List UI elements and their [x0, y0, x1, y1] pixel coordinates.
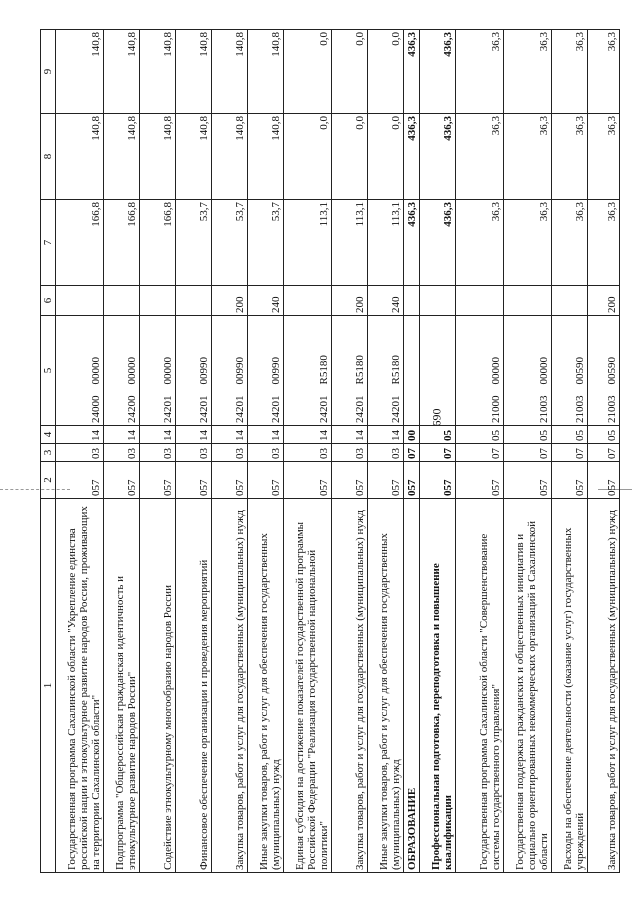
ministry-code-cell: 057	[404, 462, 420, 499]
amount-year3-cell: 436,3	[404, 30, 420, 114]
target-article-cell	[284, 316, 332, 426]
amount-year1-cell: 113,1	[284, 200, 332, 286]
subsection-code-cell: 14	[248, 426, 284, 444]
row-name-cell: Финансовое обеспечение организации и проведения мероприятий	[176, 499, 212, 873]
target-article-cell	[420, 316, 456, 426]
subsection-code-cell: 14	[176, 426, 212, 444]
target-article-direction-part: 00590	[606, 357, 618, 385]
amount-year2-cell: 36,3	[552, 114, 588, 200]
ministry-code-cell: 057	[456, 462, 504, 499]
header-cell: 2	[41, 462, 56, 499]
row-name-cell: Государственная поддержка гражданских и общественных инициатив и социально ориентированных некоммерческих организаций в Сахалинской области	[504, 499, 552, 873]
rotated-table-container	[40, 30, 618, 873]
target-article-cell	[504, 316, 552, 426]
ministry-code-cell: 057	[140, 462, 176, 499]
amount-year1-cell: 36,3	[456, 200, 504, 286]
table-row	[248, 30, 284, 873]
amount-year2-cell: 36,3	[588, 114, 620, 200]
amount-year2-cell: 140,8	[140, 114, 176, 200]
amount-year2-cell: 436,3	[420, 114, 456, 200]
row-name-cell: Профессиональная подготовка, переподготовка и повышение квалификации	[420, 499, 456, 873]
amount-year3-cell: 36,3	[588, 30, 620, 114]
amount-year2-cell: 436,3	[404, 114, 420, 200]
table-row	[284, 30, 332, 873]
subsection-code-cell: 14	[284, 426, 332, 444]
amount-year3-cell: 140,8	[212, 30, 248, 114]
expense-type-cell: 200	[588, 286, 620, 316]
table-row	[552, 30, 588, 873]
amount-year1-cell: 113,1	[332, 200, 368, 286]
section-code-cell: 03	[212, 444, 248, 462]
amount-year2-cell: 140,8	[176, 114, 212, 200]
row-name-cell: Расходы на обеспечение деятельности (оказание услуг) государственных учреждений	[552, 499, 588, 873]
expense-type-cell	[552, 286, 588, 316]
expense-type-cell: 200	[332, 286, 368, 316]
amount-year1-cell: 36,3	[504, 200, 552, 286]
expense-type-cell	[456, 286, 504, 316]
amount-year3-cell: 36,3	[504, 30, 552, 114]
target-article-direction-part: R5180	[354, 355, 366, 385]
subsection-code-cell: 14	[140, 426, 176, 444]
subsection-code-cell: 14	[368, 426, 404, 444]
target-article-cell	[248, 316, 284, 426]
amount-year2-cell: 140,8	[56, 114, 104, 200]
table-row	[104, 30, 140, 873]
amount-year2-cell: 0,0	[368, 114, 404, 200]
amount-year2-cell: 36,3	[504, 114, 552, 200]
section-code-cell: 07	[404, 444, 420, 462]
target-article-direction-part: 00990	[234, 357, 246, 385]
target-article-program-part: 24201	[390, 395, 402, 423]
header-cell: 5	[41, 316, 56, 426]
ministry-code-cell: 057	[504, 462, 552, 499]
table-row	[56, 30, 104, 873]
subsection-code-cell: 05	[456, 426, 504, 444]
target-article-cell	[56, 316, 104, 426]
target-article-direction-part: 00990	[270, 357, 282, 385]
row-name-cell: Иные закупки товаров, работ и услуг для обеспечения государственных (муниципальных) нужд	[368, 499, 404, 873]
amount-year3-cell: 0,0	[332, 30, 368, 114]
row-name-cell: Закупка товаров, работ и услуг для государственных (муниципальных) нужд	[332, 499, 368, 873]
amount-year2-cell: 36,3	[456, 114, 504, 200]
target-article-cell	[104, 316, 140, 426]
ministry-code-cell: 057	[368, 462, 404, 499]
table-row	[140, 30, 176, 873]
expense-type-cell	[56, 286, 104, 316]
target-article-direction-part: 00000	[490, 357, 502, 385]
target-article-program-part: 24201	[162, 395, 174, 423]
target-article-direction-part: 00000	[126, 357, 138, 385]
row-name-cell: Подпрограмма "Общероссийская гражданская идентичность и этнокультурное развитие народов России"	[104, 499, 140, 873]
row-name-cell: Государственная программа Сахалинской области "Укрепление единства российской нации и этнокультурное развитие народов России, проживающих на территории Сахалинской области"	[56, 499, 104, 873]
table-row	[176, 30, 212, 873]
target-article-cell	[212, 316, 248, 426]
section-code-cell: 07	[420, 444, 456, 462]
section-code-cell: 07	[552, 444, 588, 462]
section-code-cell: 03	[56, 444, 104, 462]
target-article-program-part: 21003	[538, 395, 550, 423]
row-name-cell: Государственная программа Сахалинской области "Совершенствование системы государственного управления"	[456, 499, 504, 873]
table-row	[588, 30, 620, 873]
ministry-code-cell: 057	[420, 462, 456, 499]
ministry-code-cell: 057	[588, 462, 620, 499]
expense-type-cell: 240	[248, 286, 284, 316]
amount-year2-cell: 0,0	[332, 114, 368, 200]
amount-year1-cell: 36,3	[552, 200, 588, 286]
target-article-program-part: 24201	[198, 395, 210, 423]
amount-year1-cell: 166,8	[140, 200, 176, 286]
table-row	[456, 30, 504, 873]
subsection-code-cell: 14	[212, 426, 248, 444]
table-row	[332, 30, 368, 873]
expense-type-cell: 200	[212, 286, 248, 316]
subsection-code-cell: 05	[504, 426, 552, 444]
target-article-direction-part: 00000	[162, 357, 174, 385]
target-article-cell	[176, 316, 212, 426]
target-article-cell	[140, 316, 176, 426]
target-article-cell	[404, 316, 420, 426]
section-code-cell: 03	[284, 444, 332, 462]
row-name-cell: Единая субсидия на достижение показателей государственной программы Российской Федерации "Реализация государственной национальной политики"	[284, 499, 332, 873]
target-article-direction-part: 00590	[574, 357, 586, 385]
amount-year3-cell: 140,8	[104, 30, 140, 114]
expense-type-cell	[140, 286, 176, 316]
target-article-direction-part: 00000	[538, 357, 550, 385]
table-row	[504, 30, 552, 873]
amount-year1-cell: 53,7	[176, 200, 212, 286]
header-cell: 7	[41, 200, 56, 286]
ministry-code-cell: 057	[332, 462, 368, 499]
subsection-code-cell: 05	[588, 426, 620, 444]
ministry-code-cell: 057	[56, 462, 104, 499]
target-article-program-part: 21000	[490, 395, 502, 423]
header-cell: 1	[41, 499, 56, 873]
expense-type-cell	[176, 286, 212, 316]
row-name-cell: ОБРАЗОВАНИЕ	[404, 499, 420, 873]
header-cell: 4	[41, 426, 56, 444]
target-article-program-part: 24201	[318, 395, 330, 423]
section-code-cell: 03	[140, 444, 176, 462]
ministry-code-cell: 057	[212, 462, 248, 499]
amount-year3-cell: 36,3	[456, 30, 504, 114]
expense-type-cell	[284, 286, 332, 316]
target-article-cell	[588, 316, 620, 426]
header-cell: 3	[41, 444, 56, 462]
subsection-code-cell: 14	[104, 426, 140, 444]
amount-year3-cell: 436,3	[420, 30, 456, 114]
subsection-code-cell: 00	[404, 426, 420, 444]
amount-year1-cell: 113,1	[368, 200, 404, 286]
target-article-program-part: 21003	[606, 395, 618, 423]
subsection-code-cell: 05	[552, 426, 588, 444]
expense-type-cell	[404, 286, 420, 316]
subsection-code-cell: 14	[56, 426, 104, 444]
header-cell: 8	[41, 114, 56, 200]
amount-year1-cell: 166,8	[104, 200, 140, 286]
row-name-cell: Закупка товаров, работ и услуг для государственных (муниципальных) нужд	[588, 499, 620, 873]
target-article-direction-part: R5180	[318, 355, 330, 385]
amount-year3-cell: 140,8	[176, 30, 212, 114]
row-name-cell: Закупка товаров, работ и услуг для государственных (муниципальных) нужд	[212, 499, 248, 873]
header-cell: 9	[41, 30, 56, 114]
ministry-code-cell: 057	[552, 462, 588, 499]
amount-year3-cell: 0,0	[368, 30, 404, 114]
amount-year1-cell: 436,3	[420, 200, 456, 286]
rotated-table-area	[40, 30, 618, 873]
amount-year2-cell: 140,8	[248, 114, 284, 200]
table-row	[420, 30, 456, 873]
target-article-program-part: 24201	[234, 395, 246, 423]
target-article-cell	[368, 316, 404, 426]
subsection-code-cell: 05	[420, 426, 456, 444]
amount-year3-cell: 140,8	[248, 30, 284, 114]
expense-type-cell: 240	[368, 286, 404, 316]
header-row	[41, 30, 56, 873]
table-row	[368, 30, 404, 873]
section-code-cell: 03	[332, 444, 368, 462]
ministry-code-cell: 057	[248, 462, 284, 499]
budget-table	[40, 29, 620, 873]
amount-year1-cell: 436,3	[404, 200, 420, 286]
expense-type-cell	[420, 286, 456, 316]
amount-year3-cell: 140,8	[56, 30, 104, 114]
ministry-code-cell: 057	[284, 462, 332, 499]
table-row	[404, 30, 420, 873]
target-article-direction-part: R5180	[390, 355, 402, 385]
ministry-code-cell: 057	[176, 462, 212, 499]
section-code-cell: 07	[588, 444, 620, 462]
ministry-code-cell: 057	[104, 462, 140, 499]
subsection-code-cell: 14	[332, 426, 368, 444]
row-name-cell: Иные закупки товаров, работ и услуг для обеспечения государственных (муниципальных) нужд	[248, 499, 284, 873]
section-code-cell: 03	[176, 444, 212, 462]
section-code-cell: 07	[504, 444, 552, 462]
table-row	[212, 30, 248, 873]
page-number: 690	[429, 408, 444, 427]
section-code-cell: 07	[456, 444, 504, 462]
amount-year1-cell: 53,7	[248, 200, 284, 286]
amount-year1-cell: 166,8	[56, 200, 104, 286]
target-article-program-part: 24201	[354, 395, 366, 423]
target-article-direction-part: 00990	[198, 357, 210, 385]
target-article-direction-part: 00000	[90, 357, 102, 385]
target-article-program-part: 21003	[574, 395, 586, 423]
expense-type-cell	[104, 286, 140, 316]
row-name-cell: Содействие этнокультурному многообразию народов России	[140, 499, 176, 873]
section-code-cell: 03	[368, 444, 404, 462]
target-article-cell	[552, 316, 588, 426]
target-article-program-part: 24200	[126, 395, 138, 423]
amount-year1-cell: 36,3	[588, 200, 620, 286]
amount-year2-cell: 140,8	[212, 114, 248, 200]
amount-year2-cell: 140,8	[104, 114, 140, 200]
section-code-cell: 03	[248, 444, 284, 462]
amount-year2-cell: 0,0	[284, 114, 332, 200]
amount-year3-cell: 0,0	[284, 30, 332, 114]
target-article-cell	[332, 316, 368, 426]
header-cell: 6	[41, 286, 56, 316]
amount-year1-cell: 53,7	[212, 200, 248, 286]
amount-year3-cell: 36,3	[552, 30, 588, 114]
target-article-program-part: 24000	[90, 395, 102, 423]
section-code-cell: 03	[104, 444, 140, 462]
target-article-program-part: 24201	[270, 395, 282, 423]
amount-year3-cell: 140,8	[140, 30, 176, 114]
target-article-cell	[456, 316, 504, 426]
expense-type-cell	[504, 286, 552, 316]
